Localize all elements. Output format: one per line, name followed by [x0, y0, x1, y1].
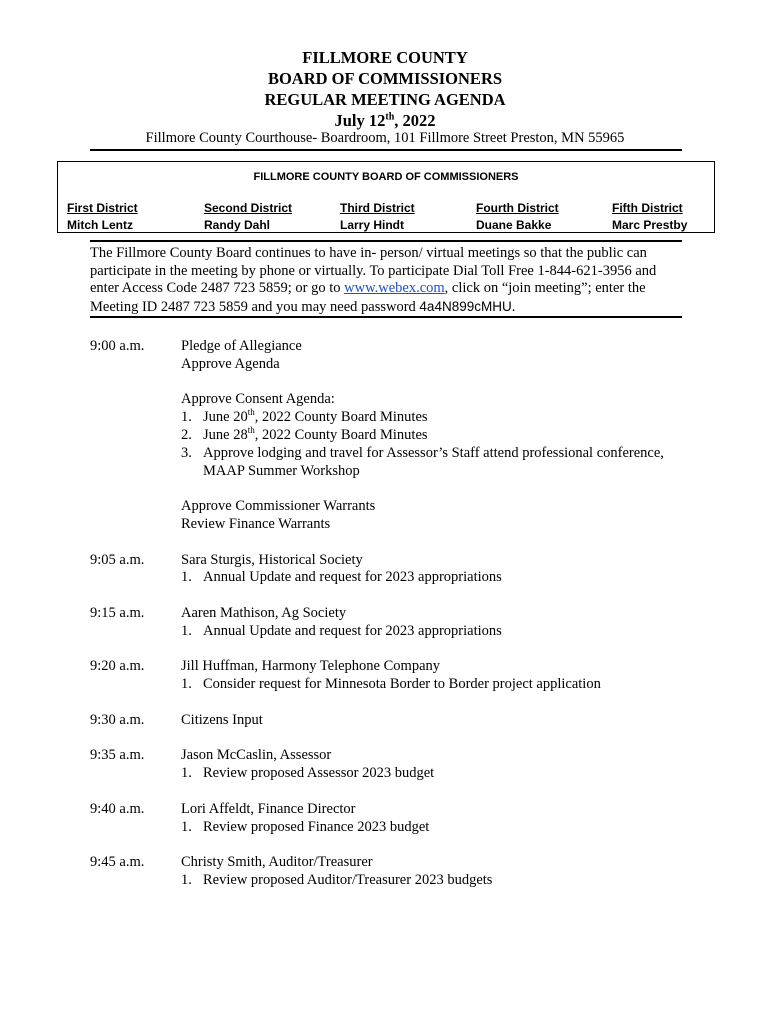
district-label: First District	[67, 201, 138, 215]
agenda-time: 9:00 a.m.	[90, 338, 145, 354]
meeting-password: 4a4N899cMHU	[419, 298, 512, 314]
consent-agenda-title: Approve Consent Agenda:	[181, 391, 335, 408]
agenda-content	[181, 658, 690, 694]
commissioners-box	[57, 161, 715, 233]
agenda-line: Approve Commissioner Warrants	[181, 498, 376, 515]
webex-link[interactable]: www.webex.com	[344, 280, 445, 296]
agenda-item	[90, 854, 690, 890]
item-number: 1.	[181, 765, 192, 782]
agenda-time: 9:35 a.m.	[90, 747, 145, 764]
agenda-title: Christy Smith, Auditor/Treasurer	[181, 854, 373, 871]
item-text: Review proposed Auditor/Treasurer 2023 budgets	[203, 871, 493, 888]
agenda-item	[90, 338, 690, 534]
agenda-line: Pledge of Allegiance	[181, 338, 302, 354]
notice-end: .	[511, 298, 516, 315]
consent-item	[181, 427, 690, 445]
item-text: Annual Update and request for 2023 appropriations	[203, 622, 502, 639]
item-text: Consider request for Minnesota Border to Border project application	[203, 676, 601, 693]
district-label: Fifth District	[612, 201, 683, 215]
meeting-location: Fillmore County Courthouse- Boardroom, 101 Fillmore Street Preston, MN 55965	[145, 130, 625, 146]
agenda-time: 9:05 a.m.	[90, 551, 145, 568]
notice-text-2: , click on “join meeting”; enter the Meeting ID 2487 723 5859 and you may need password	[90, 280, 646, 315]
agenda-content	[181, 854, 690, 890]
agenda-subitem	[181, 676, 690, 694]
commissioner-name: Duane Bakke	[476, 218, 552, 232]
agenda-subitem	[181, 569, 690, 587]
district-label: Second District	[204, 201, 293, 215]
agenda-title: Jason McCaslin, Assessor	[181, 747, 332, 764]
agenda-item	[90, 658, 690, 694]
agenda-subitem	[181, 819, 690, 837]
item-number: 1.	[181, 871, 192, 888]
board-title: BOARD OF COMMISSIONERS	[267, 69, 503, 88]
agenda-item	[90, 747, 690, 783]
divider-top	[90, 149, 682, 151]
item-text: June 20th, 2022 County Board Minutes	[203, 407, 428, 426]
agenda-item	[90, 552, 690, 588]
district-1	[67, 200, 138, 234]
item-text: Review proposed Finance 2023 budget	[203, 818, 430, 835]
agenda-subitem	[181, 765, 690, 783]
district-2	[204, 200, 292, 234]
virtual-meeting-notice	[90, 245, 686, 316]
commissioner-name: Marc Prestby	[612, 218, 688, 232]
agenda-content	[181, 338, 690, 534]
county-title: FILLMORE COUNTY	[302, 48, 468, 67]
date-year: , 2022	[394, 111, 436, 130]
agenda-time: 9:40 a.m.	[90, 800, 145, 817]
agenda-content	[181, 605, 690, 641]
agenda-line: Review Finance Warrants	[181, 515, 331, 532]
agenda-list	[90, 338, 690, 908]
commissioner-name: Mitch Lentz	[67, 218, 133, 232]
agenda-title: Aaren Mathison, Ag Society	[181, 604, 347, 621]
divider-middle	[90, 240, 682, 242]
district-label: Third District	[340, 201, 415, 215]
item-number: 1.	[181, 676, 192, 693]
agenda-item	[90, 605, 690, 641]
meeting-title: REGULAR MEETING AGENDA	[264, 90, 506, 109]
document-header	[0, 47, 770, 131]
district-3	[340, 200, 415, 234]
district-label: Fourth District	[476, 201, 559, 215]
item-text: June 28th, 2022 County Board Minutes	[203, 425, 428, 443]
divider-bottom	[90, 316, 682, 318]
commissioner-name: Larry Hindt	[340, 218, 405, 232]
agenda-subitem	[181, 872, 690, 890]
commissioners-heading: FILLMORE COUNTY BOARD OF COMMISSIONERS	[253, 171, 519, 183]
agenda-title: Citizens Input	[181, 711, 263, 728]
item-number: 2.	[181, 426, 192, 443]
consent-item	[181, 409, 690, 427]
item-number: 1.	[181, 818, 192, 835]
agenda-time: 9:20 a.m.	[90, 658, 145, 675]
item-text: Review proposed Assessor 2023 budget	[203, 765, 435, 782]
agenda-content	[181, 801, 690, 837]
agenda-title: Jill Huffman, Harmony Telephone Company	[181, 658, 441, 675]
agenda-subitem	[181, 623, 690, 641]
agenda-line: Approve Agenda	[181, 355, 280, 372]
agenda-time: 9:30 a.m.	[90, 711, 145, 728]
item-number: 1.	[181, 409, 192, 426]
item-number: 1.	[181, 622, 192, 639]
agenda-time: 9:15 a.m.	[90, 604, 145, 621]
commissioner-name: Randy Dahl	[204, 218, 271, 232]
item-number: 1.	[181, 569, 192, 586]
district-5	[612, 200, 687, 234]
agenda-content	[181, 552, 690, 588]
district-4	[476, 200, 559, 234]
agenda-content	[181, 712, 690, 730]
date-month-day: July 12	[334, 111, 386, 130]
notice-text-1: The Fillmore County Board continues to have in- person/ virtual meetings so that the public can participate in the meeting by phone or virtually. To participate Dial Toll Free 1-844-621-3956 and enter Access Code 2487 723 5859; or go to	[90, 245, 657, 296]
agenda-title: Sara Sturgis, Historical Society	[181, 551, 363, 568]
item-text: Approve lodging and travel for Assessor’s Staff attend professional conference, MAAP Summer Workshop	[203, 444, 664, 479]
agenda-item	[90, 712, 690, 730]
agenda-content	[181, 747, 690, 783]
agenda-title: Lori Affeldt, Finance Director	[181, 800, 356, 817]
agenda-item	[90, 801, 690, 837]
date-suffix: th	[385, 111, 395, 123]
agenda-time: 9:45 a.m.	[90, 854, 145, 871]
item-text: Annual Update and request for 2023 appropriations	[203, 569, 502, 586]
consent-item	[181, 445, 690, 481]
meeting-date	[0, 110, 770, 131]
item-number: 3.	[181, 444, 192, 461]
